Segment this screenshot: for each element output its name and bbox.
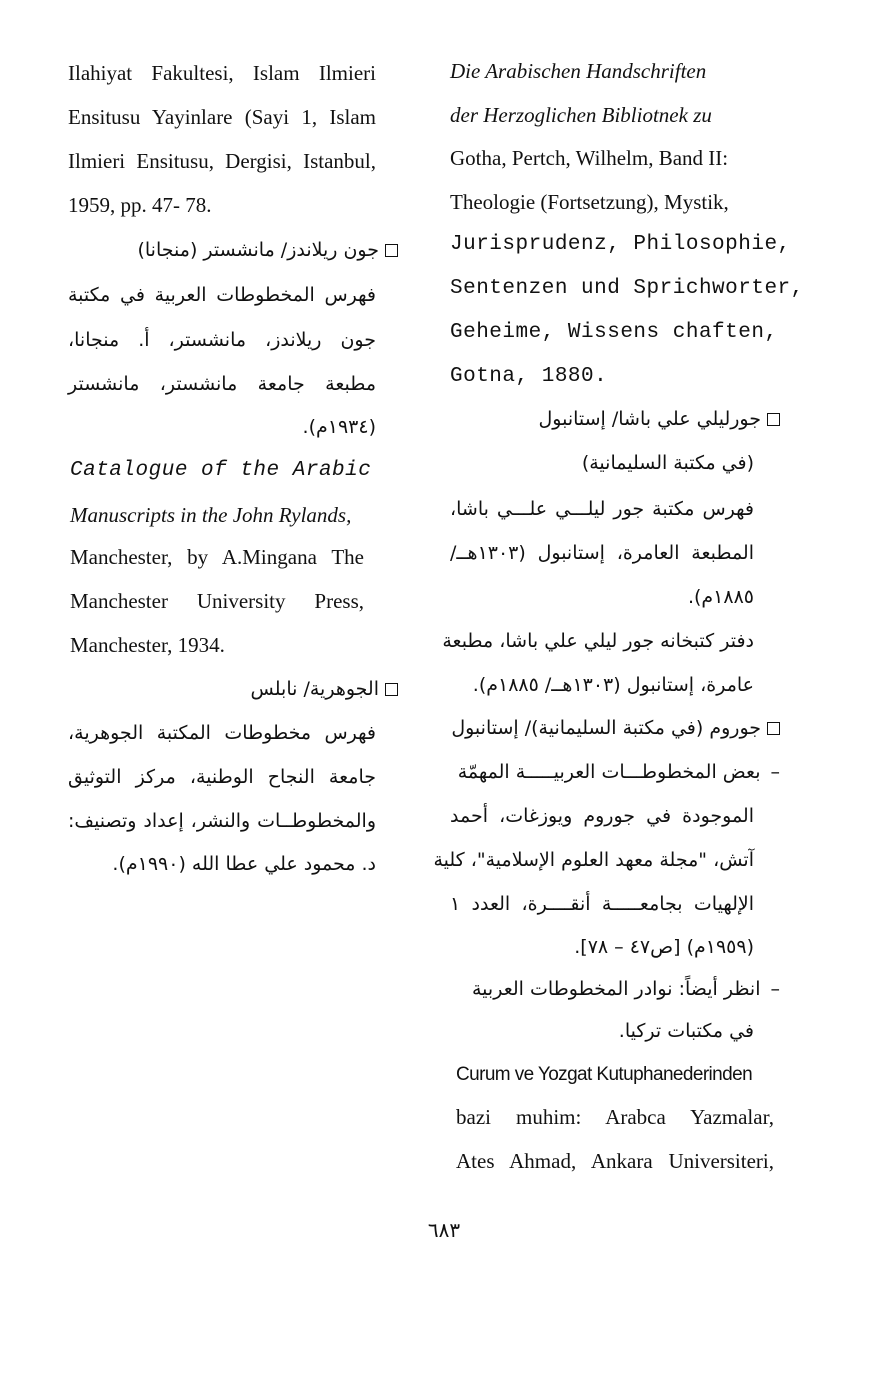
jorluli-ar-line: فهرس مكتبة جور ليلـــي علـــي باشا،: [450, 498, 754, 520]
checkbox-bullet-icon: [385, 244, 398, 257]
jorluli-heading: جورليلي علي باشا/ إستانبول: [450, 404, 780, 434]
list-dash: –: [770, 978, 780, 1000]
rylands-en-line: Manchester, by A.Mingana The: [70, 545, 364, 569]
left-en-line: 1959, pp. 47- 78.: [68, 193, 212, 217]
gotha-en-line: Theologie (Fortsetzung), Mystik,: [450, 190, 729, 214]
jurum-heading: جوروم (في مكتبة السليمانية)/ إستانبول: [450, 713, 780, 743]
jurum-item1-first-line: –بعض المخطوطـــات العربيـــــة المهمّة: [450, 757, 780, 787]
jurum-en-line: Curum ve Yozgat Kutuphanederinden: [456, 1064, 753, 1085]
rylands-ar-line: (١٩٣٤م).: [302, 416, 376, 438]
jorluli-ar-line: ١٨٨٥م).: [687, 586, 754, 608]
jawhariya-ar-line: فهرس مخطوطات المكتبة الجوهرية،: [68, 722, 376, 744]
gotha-en-line: Geheime, Wissens chaften,: [450, 321, 778, 344]
jawhariya-heading: الجوهرية/ نابلس: [68, 674, 398, 704]
page-number: ٦٨٣: [427, 1218, 461, 1242]
jawhariya-ar-line: والمخطوطــات والنشر، إعداد وتصنيف:: [68, 810, 376, 832]
rylands-ar-line: مطبعة جامعة مانشستر، مانشستر: [68, 373, 376, 395]
jurum-item1-line: الإلهيات بجامعـــــة أنقــــرة، العدد ١: [450, 893, 754, 915]
rylands-en-line: Manchester University Press,: [70, 589, 364, 613]
checkbox-bullet-icon: [767, 722, 780, 735]
jorluli-ar-line: المطبعة العامرة، إستانبول (١٣٠٣هــ/: [450, 542, 754, 564]
list-dash: –: [770, 761, 780, 783]
rylands-ar-line: فهرس المخطوطات العربية في مكتبة: [68, 284, 376, 306]
rylands-en-line: Manuscripts in the John Rylands,: [70, 503, 352, 527]
jorluli-ar-line: عامرة، إستانبول (١٣٠٣هــ/ ١٨٨٥م).: [472, 674, 754, 696]
left-en-line: Ilahiyat Fakultesi, Islam Ilmieri: [68, 61, 376, 85]
jawhariya-ar-line: د. محمود علي عطا الله (١٩٩٠م).: [112, 853, 376, 875]
jurum-en-line: bazi muhim: Arabca Yazmalar,: [456, 1105, 774, 1129]
jurum-item2-line: في مكتبات تركيا.: [618, 1020, 754, 1042]
left-en-line: Ensitusu Yayinlare (Sayi 1, Islam: [68, 105, 376, 129]
gotha-en-line: der Herzoglichen Bibliotnek zu: [450, 103, 712, 127]
gotha-en-line: Gotna, 1880.: [450, 365, 608, 388]
gotha-en-line: Sentenzen und Sprichworter,: [450, 277, 804, 300]
gotha-en-line: Gotha, Pertch, Wilhelm, Band II:: [450, 146, 729, 170]
rylands-en-line: Catalogue of the Arabic: [70, 459, 372, 482]
gotha-en-line: Die Arabischen Handschriften: [450, 59, 707, 83]
jorluli-ar-line: دفتر كتبخانه جور ليلي علي باشا، مطبعة: [442, 630, 754, 652]
rylands-ar-line: جون ريلاندز، مانشستر، أ. منجانا،: [68, 329, 376, 351]
rylands-en-line: Manchester, 1934.: [70, 633, 225, 657]
checkbox-bullet-icon: [767, 413, 780, 426]
jorluli-sub: (في مكتبة السليمانية): [581, 452, 754, 474]
checkbox-bullet-icon: [385, 683, 398, 696]
jurum-item2-first-line: –انظر أيضاً: نوادر المخطوطات العربية: [450, 974, 780, 1004]
left-en-line: Ilmieri Ensitusu, Dergisi, Istanbul,: [68, 149, 376, 173]
jurum-item1-line: الموجودة في جوروم ويوزغات، أحمد: [450, 805, 754, 827]
jawhariya-ar-line: جامعة النجاح الوطنية، مركز التوثيق: [68, 766, 376, 788]
jurum-item1-line: (١٩٥٩م) [ص٤٧ – ٧٨].: [574, 936, 754, 958]
gotha-en-line: Jurisprudenz, Philosophie,: [450, 233, 791, 256]
jurum-item1-line: آتش، "مجلة معهد العلوم الإسلامية"، كلية: [433, 849, 754, 871]
jurum-en-line: Ates Ahmad, Ankara Universiteri,: [456, 1149, 774, 1173]
rylands-heading: جون ريلاندز/ مانشستر (منجانا): [68, 235, 398, 265]
